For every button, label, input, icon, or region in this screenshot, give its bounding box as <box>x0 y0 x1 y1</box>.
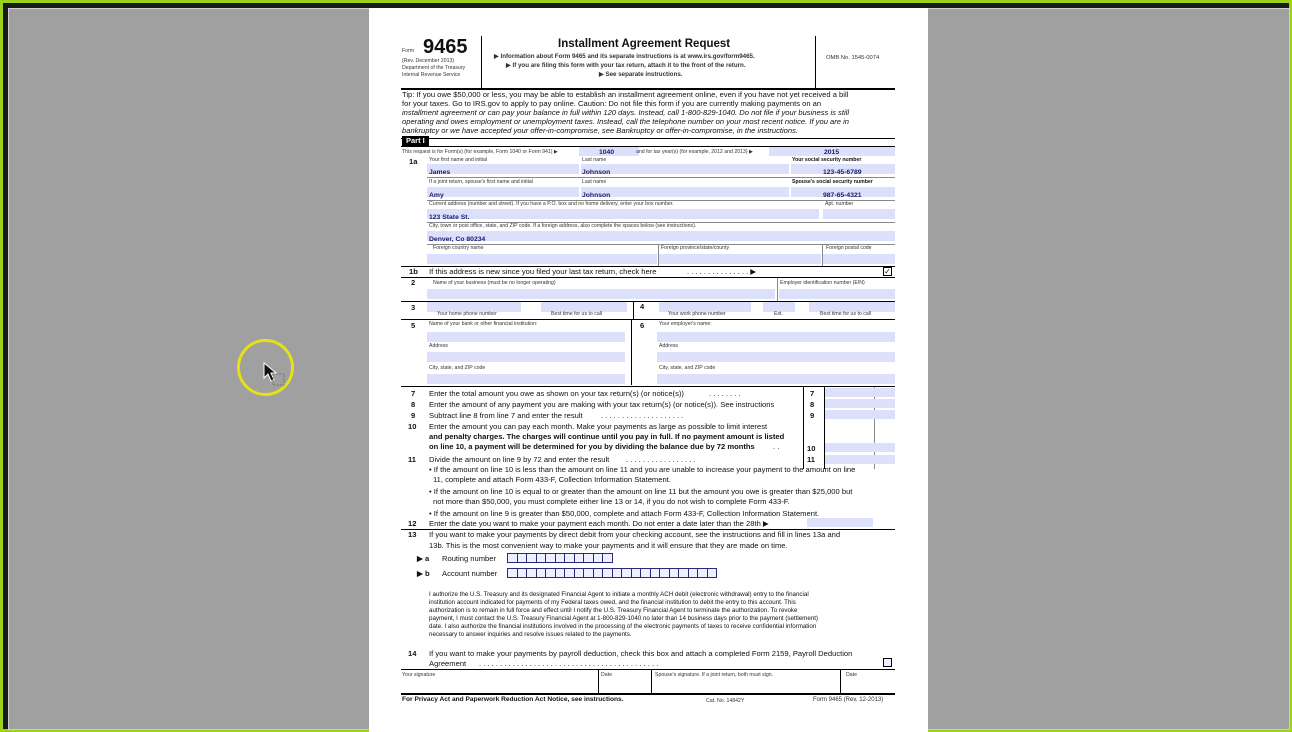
address-label: Current address (number and street). If you have a P.O. box and no home delivery, enter your box number. <box>429 201 674 207</box>
line-1a-number: 1a <box>409 157 418 166</box>
business-name-label: Name of your business (must be no longer operating) <box>433 280 556 286</box>
form-type-value: 1040 <box>599 149 615 156</box>
mouse-pointer-icon <box>262 362 286 386</box>
bank-address-label: Address <box>429 343 449 349</box>
bank-address-field[interactable] <box>427 352 625 362</box>
city-label: City, town or post office, state, and ZIP code. If a foreign address, also complete the spaces below (see instructions). <box>429 223 697 229</box>
line-11-amount-field[interactable] <box>825 455 895 464</box>
first-name-value: James <box>429 169 451 176</box>
header-info-line: ▶ Information about Form 9465 and its separate instructions is at www.irs.gov/form9465. <box>494 53 755 60</box>
payment-day-field[interactable] <box>807 518 873 527</box>
form-title: Installment Agreement Request <box>558 38 731 50</box>
work-phone-label: Your work phone number <box>668 311 726 317</box>
line-6-number: 6 <box>640 321 645 330</box>
bank-city-field[interactable] <box>427 374 625 384</box>
line-11-text: Divide the amount on line 9 by 72 and enter the result <box>429 455 610 464</box>
bank-name-label: Name of your bank or other financial institution: <box>429 321 538 327</box>
extension-label: Ext. <box>774 311 783 317</box>
city-value: Denver, Co 80234 <box>429 236 486 243</box>
tip-line-3: installment agreement or can pay your balance in full within 120 days. Instead, call 1-800-829-1040. Do not file if your business is still <box>402 108 850 117</box>
employer-name-field[interactable] <box>657 332 895 342</box>
department: Department of the Treasury <box>402 65 466 71</box>
line-10-dots: . . <box>773 442 780 451</box>
foreign-province-label: Foreign province/state/county <box>661 245 730 251</box>
line-13-text-b: 13b. This is the most convenient way to make your payments and it will ensure that they are made on time. <box>429 541 788 550</box>
line-8-amount-field[interactable] <box>825 399 895 408</box>
payroll-deduction-checkbox[interactable] <box>883 658 892 667</box>
spouse-last-value: Johnson <box>582 192 611 199</box>
form-9465-page: Form 9465 (Rev. December 2013) Department of the Treasury Internal Revenue Service Installment Agreement Request ▶ Information about Form 9465 and its separate instructions is at www.irs.gov/form9465. ▶ If you are filing this form with your tax return, attach it to the front of the return. ▶ See separate instructions. OMB No. 1545-0074 Tip: If you owe $50,000 or less, you may be able to establish an installment agreement online, even if you have not yet received a bill for your taxes. Go to IRS.gov to apply to pay online. Caution: Do not file this form if you are currently making payments on an installment agreement or can pay your balance in full within 120 days. Instead, call 1-800-829-1040. Do not file if your business is still operating and owes employment or unemployment taxes. Instead, call the telephone number on your most recent notice. If you are in bankruptcy or we have accepted your offer-in-compromise, see Bankruptcy or offer-in-compromise, in the instructions. Part I This request is for Form(s) (for example, Form 1040 or Form 941) ▶ 1040 and for tax year(s) (for example, 2012 and 2013) ▶ 2015 1a Your first name and initial Last name Your social security number James Johnson 123-45-6789 If a joint return, spouse's first name and initial Last name Spouse's social security number Amy Johnson 987-65-4321 Current address (number and street). If you have a P.O. box and no home delivery, enter your box number. Apt. number 123 State St. City, town or post office, state, and ZIP code. If a foreign address, also complete the spaces below (see instructions). Denver, Co 80234 Foreign country name Foreign province/state/county Foreign postal code 1b If this address is new since you filed your last tax return, check here . . . . . . . . . . . . . . . ▶ ✓ 2 Name of your business (must be no longer operating) Employer identification number (EIN) 3 Your home phone number Best time for us to call 4 Your work phone number Ext. Best time for us to call 5 Name of your bank or other financial institution: Address City, state, and ZIP code 6 Your employer's name: Address City, state, and ZIP code 7 Enter the total amount you owe as shown on your tax return(s) (or notice(s)) . . . . . . . . 7 8 Enter the amount of any payment you are making with your tax return(s) (or notice(s)). See instructions 8 9 Subtract line 8 from line 7 and enter the result . . . . . . . . . . . . . . . . . . . . 9 10 Enter the amount you can pay each month. Make your payments as large as possible to limit interest and penalty charges. The charges will continue until you pay in full. If no payment amount is listed on line 10, a payment will be determined for you by dividing the balance due by 72 months . . 10 11 Divide the amount on line 9 by 72 and enter the result . . . . . . . . . . . . . . . . . 11 • If the amount on line 10 is less than the amount on line 11 and you are unable to increase your payment to the amount on line 11, complete and attach Form 433-F, Collection Information Statement. • If the amount on line 10 is equal to or greater than the amount on line 11 but the amount you owe is greater than $25,000 but not more than $50,000, you must complete either line 13 or 14, if you do not wish to complete Form 433-F. • If the amount on line 9 is greater than $50,000, complete and attach Form 433-F, Collection Information Statement. 12 Enter the date you want to make your payment each month. Do not enter a date later than the 28th ▶ 13 If you want to make your payments by direct debit from your checking account, see the instructions and fill in lines 13a and 13b. This is the most convenient way to make your payments and it will ensure that they are made on time. ▶ a Routing number ▶ b Account number I authorize the U.S. Treasury and its designated Financial Agent to initiate a monthly ACH debit (electronic withdrawal) entry to the financial institution account indicated for payments of my Federal taxes owed, and the financial institution to debit the entry to this account. This authorization is to remain in full force and effect until I notify the U.S. Treasury Financial Agent to terminate the authorization. To revoke payment, I must contact the U.S. Treasury Financial Agent at 1-800-829-1040 no later than 14 business days prior to the payment (settlement) date. I also authorize the financial institutions involved in the processing of the electronic payments of taxes to receive confidential information necessary to answer inquiries and resolve issues related to the payments. 14 If you want to make your payments by payroll deduction, check this box and attach a completed Form 2159, Payroll Deduction Agreement . . . . . . . . . . . . . . . . . . . . . . . . . . . . . . . . . . . . . . . . . . . Your signature Date Spouse's signature. If a joint return, both must sign. Date For Privacy Act and Paperwork Reduction Act Notice, see instructions. Cat. No. 14842Y Form 9465 (Rev. 12-2013) <box>369 8 928 732</box>
privacy-notice: For Privacy Act and Paperwork Reduction Act Notice, see instructions. <box>402 696 624 703</box>
auth-line-2: institution account indicated for payments of my Federal taxes owed, and the financial institution to debit the entry to this account. This <box>429 599 796 606</box>
bank-city-label: City, state, and ZIP code <box>429 365 486 371</box>
line-14-text-a: If you want to make your payments by payroll deduction, check this box and attach a completed Form 2159, Payroll Deduction <box>429 649 853 658</box>
ssn-value: 123-45-6789 <box>823 169 862 176</box>
auth-line-4: payment, I must contact the U.S. Treasury Financial Agent at 1-800-829-1040 no later than 14 business days prior to the payment (settlement) <box>429 615 818 622</box>
ssn-label: Your social security number <box>792 157 862 163</box>
line-8-text: Enter the amount of any payment you are making with your tax return(s) (or notice(s)). See instructions <box>429 400 775 409</box>
spouse-first-label: If a joint return, spouse's first name and initial <box>429 179 533 185</box>
line-3-number: 3 <box>411 303 416 312</box>
routing-number-boxes[interactable] <box>507 553 612 563</box>
line-5-number: 5 <box>411 321 416 330</box>
employer-city-label: City, state, and ZIP code <box>659 365 716 371</box>
line-10-text-c: on line 10, a payment will be determined for you by dividing the balance due by 72 months <box>429 442 755 451</box>
line-11-dots: . . . . . . . . . . . . . . . . . <box>626 455 696 464</box>
form-label: Form <box>402 48 415 54</box>
spouse-signature-label: Spouse's signature. If a joint return, both must sign. <box>655 672 774 678</box>
tip-line-5: bankruptcy or we have accepted your offer-in-compromise, see Bankruptcy or offer-in-compromise, in the instructions. <box>402 126 799 135</box>
line-7-dots: . . . . . . . . <box>709 389 741 398</box>
employer-name-label: Your employer's name: <box>659 321 712 327</box>
spouse-date-label: Date <box>846 672 857 678</box>
line-7-amount-field[interactable] <box>825 388 895 397</box>
employer-address-field[interactable] <box>657 352 895 362</box>
bullet-3: • If the amount on line 9 is greater than $50,000, complete and attach Form 433-F, Collection Information Statement. <box>429 509 820 518</box>
routing-label: Routing number <box>442 554 497 563</box>
address-value: 123 State St. <box>429 214 470 221</box>
bank-name-field[interactable] <box>427 332 625 342</box>
line-2-number: 2 <box>411 278 416 287</box>
spouse-first-value: Amy <box>429 192 444 199</box>
tax-year-value: 2015 <box>824 149 840 156</box>
header-see-line: ▶ See separate instructions. <box>599 71 683 78</box>
tip-line-2: for your taxes. Go to IRS.gov to apply to pay online. Caution: Do not file this form if you are currently making payments on an <box>402 99 822 108</box>
first-name-label: Your first name and initial <box>429 157 488 163</box>
home-phone-label: Your home phone number <box>437 311 497 317</box>
foreign-country-label: Foreign country name <box>433 245 484 251</box>
spouse-last-field[interactable] <box>581 187 789 197</box>
line-9-dots: . . . . . . . . . . . . . . . . . . . . <box>601 411 684 420</box>
employer-city-field[interactable] <box>657 374 895 384</box>
address-new-checkbox[interactable]: ✓ <box>884 267 891 276</box>
agency: Internal Revenue Service <box>402 72 461 78</box>
apt-label: Apt. number <box>825 201 854 207</box>
form-number: 9465 <box>423 36 468 58</box>
part-i-label: Part I <box>402 136 429 146</box>
employer-address-label: Address <box>659 343 679 349</box>
line-10-text-a: Enter the amount you can pay each month. Make your payments as large as possible to limit interest <box>429 422 768 431</box>
line-4-number: 4 <box>640 302 645 311</box>
omb-number: OMB No. 1545-0074 <box>826 55 880 61</box>
line-13-text-a: If you want to make your payments by direct debit from your checking account, see the instructions and fill in lines 13a and <box>429 530 841 539</box>
auth-line-6: necessary to answer inquiries and resolve issues related to the payments. <box>429 631 632 638</box>
footer-form-id: Form 9465 (Rev. 12-2013) <box>813 697 884 703</box>
apt-field[interactable] <box>823 209 895 219</box>
line-1b-dots: . . . . . . . . . . . . . . . ▶ <box>687 267 757 276</box>
catalog-number: Cat. No. 14842Y <box>706 698 745 704</box>
foreign-country-field[interactable] <box>427 254 657 264</box>
line-10-amount-field[interactable] <box>825 443 895 452</box>
line-7-text: Enter the total amount you owe as shown on your tax return(s) (or notice(s)) <box>429 389 684 398</box>
spouse-ssn-value: 987-65-4321 <box>823 192 862 199</box>
bullet-1-b: 11, complete and attach Form 433-F, Collection Information Statement. <box>433 475 671 484</box>
ein-field[interactable] <box>779 289 895 299</box>
foreign-postal-label: Foreign postal code <box>826 245 872 251</box>
line-1b-text: If this address is new since you filed your last tax return, check here <box>429 267 657 276</box>
line-12-text: Enter the date you want to make your payment each month. Do not enter a date later than the 28th ▶ <box>429 519 769 528</box>
city-field[interactable] <box>427 231 895 241</box>
auth-line-1: I authorize the U.S. Treasury and its designated Financial Agent to initiate a monthly ACH debit (electronic withdrawal) entry to the financial <box>429 591 809 598</box>
line-9-amount-field[interactable] <box>825 410 895 419</box>
line-9-text: Subtract line 8 from line 7 and enter the result <box>429 411 583 420</box>
bullet-2-b: not more than $50,000, you must complete either line 13 or 14, if you do not wish to complete Form 433-F. <box>433 497 790 506</box>
account-label: Account number <box>442 569 498 578</box>
revision: (Rev. December 2013) <box>402 58 455 64</box>
line-1b-number: 1b <box>409 267 418 276</box>
last-name-label: Last name <box>582 157 607 163</box>
last-name-value: Johnson <box>582 169 611 176</box>
line-14-dots: . . . . . . . . . . . . . . . . . . . . . . . . . . . . . . . . . . . . . . . . . . . <box>479 659 659 668</box>
foreign-postal-field[interactable] <box>823 254 895 264</box>
tip-line-1: Tip: If you owe $50,000 or less, you may be able to establish an installment agreement online, even if you have not yet received a bill <box>402 90 849 99</box>
line-14-text-b: Agreement <box>429 659 467 668</box>
auth-line-5: date. I also authorize the financial institutions involved in the processing of the electronic payments of taxes to receive confidential information <box>429 623 817 630</box>
bullet-2-a: • If the amount on line 10 is equal to or greater than the amount on line 11 but the amount you owe is greater than $25,000 but <box>429 487 853 496</box>
spouse-ssn-label: Spouse's social security number <box>792 179 873 185</box>
your-signature-label: Your signature <box>402 672 436 678</box>
spouse-last-label: Last name <box>582 179 607 185</box>
signature-date-label: Date <box>601 672 612 678</box>
tip-line-4: operating and owes employment or unemployment taxes. Instead, call the telephone number on your most recent notice. If you are in <box>402 117 850 126</box>
spouse-first-field[interactable] <box>427 187 579 197</box>
ein-label: Employer identification number (EIN) <box>780 280 865 286</box>
line-10-text-b: and penalty charges. The charges will continue until you pay in full. If no payment amount is listed <box>429 432 785 441</box>
request-form-label: This request is for Form(s) (for example, Form 1040 or Form 941) ▶ <box>402 149 558 155</box>
home-best-time-label: Best time for us to call <box>551 311 603 317</box>
account-number-boxes[interactable] <box>507 568 716 578</box>
last-name-field[interactable] <box>581 164 789 174</box>
work-best-time-label: Best time for us to call <box>820 311 872 317</box>
request-year-label: and for tax year(s) (for example, 2012 and 2013) ▶ <box>636 149 754 155</box>
bullet-1-a: • If the amount on line 10 is less than the amount on line 11 and you are unable to increase your payment to the amount on line <box>429 465 856 474</box>
auth-line-3: authorization is to remain in full force and effect until I notify the U.S. Treasury Financial Agent to terminate the authorization. To revoke <box>429 607 798 614</box>
foreign-province-field[interactable] <box>659 254 821 264</box>
business-name-field[interactable] <box>427 289 775 299</box>
header-attach-line: ▶ If you are filing this form with your tax return, attach it to the front of the return. <box>506 62 746 69</box>
address-field[interactable] <box>427 209 819 219</box>
